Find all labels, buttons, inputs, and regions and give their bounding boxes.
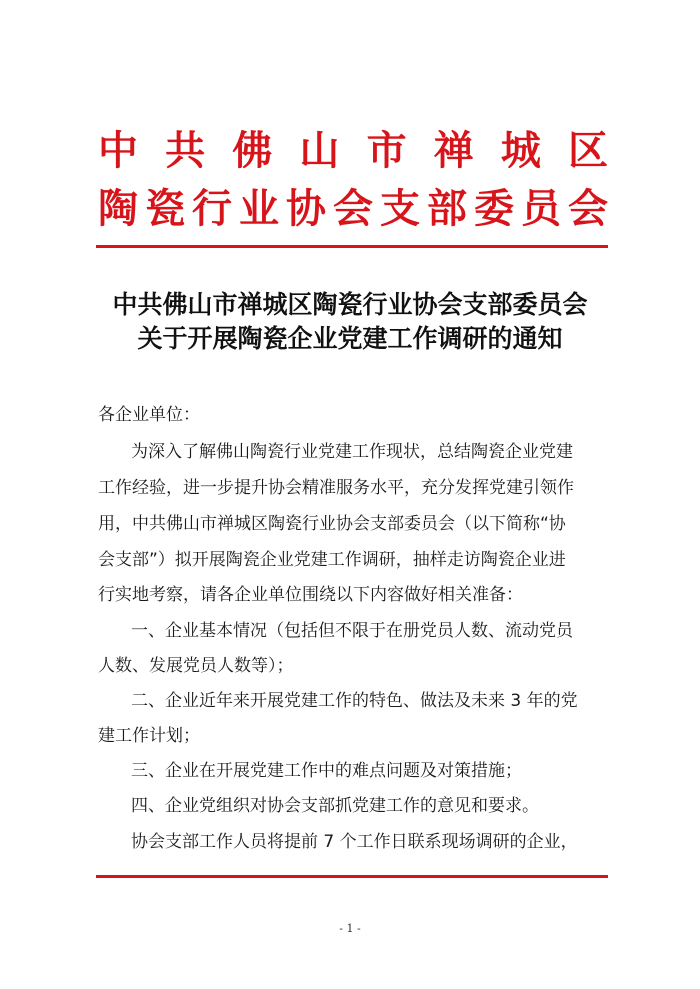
letterhead-char: 区 (567, 127, 608, 174)
list-item-2-line-1: 二、企业近年来开展党建工作的特色、做法及未来 3 年的党 (131, 691, 578, 711)
document-title-line-2: 关于开展陶瓷企业党建工作调研的通知 (137, 324, 563, 353)
document-title-line-1: 中共佛山市禅城区陶瓷行业协会支部委员会 (112, 290, 588, 319)
letterhead-char: 共 (165, 127, 206, 174)
body-line: 会支部”）拟开展陶瓷企业党建工作调研，抽样走访陶瓷企业进 (98, 550, 566, 570)
letterhead-line-2 (98, 186, 608, 232)
letterhead-char: 会 (568, 185, 608, 232)
body-line: 为深入了解佛山陶瓷行业党建工作现状，总结陶瓷企业党建 (131, 442, 573, 462)
letterhead-char: 市 (366, 127, 407, 174)
letterhead-char: 行 (192, 185, 232, 232)
letterhead-char: 佛 (232, 127, 273, 174)
letterhead-char: 禅 (433, 127, 474, 174)
letterhead-char: 员 (521, 185, 561, 232)
list-item-4: 四、企业党组织对协会支部抓党建工作的意见和要求。 (131, 796, 539, 816)
page-number: - 1 - (339, 922, 361, 935)
footer-red-rule (96, 875, 608, 878)
letterhead-char: 陶 (98, 185, 138, 232)
body-line: 协会支部工作人员将提前 7 个工作日联系现场调研的企业， (131, 832, 578, 852)
letterhead-char: 部 (427, 185, 467, 232)
letterhead-char: 协 (286, 185, 326, 232)
list-item-3: 三、企业在开展党建工作中的难点问题及对策措施； (131, 761, 522, 781)
letterhead-char: 会 (333, 185, 373, 232)
letterhead-char: 城 (500, 127, 541, 174)
body-line: 行实地考察，请各企业单位围绕以下内容做好相关准备： (98, 585, 523, 605)
salutation: 各企业单位： (98, 405, 200, 425)
letterhead-char: 山 (299, 127, 340, 174)
list-item-2-line-2: 建工作计划； (98, 726, 200, 746)
letterhead-char: 支 (380, 185, 420, 232)
letterhead-char: 委 (474, 185, 514, 232)
list-item-1-line-2: 人数、发展党员人数等）； (98, 656, 294, 676)
letterhead-char: 瓷 (145, 185, 185, 232)
letterhead-line-1 (98, 128, 608, 174)
letterhead-red-rule (96, 245, 608, 248)
list-item-1-line-1: 一、企业基本情况（包括但不限于在册党员人数、流动党员 (131, 621, 573, 641)
letterhead-char: 业 (239, 185, 279, 232)
body-line: 工作经验，进一步提升协会精准服务水平，充分发挥党建引领作 (98, 478, 574, 498)
letterhead-char: 中 (98, 127, 138, 174)
body-line: 用，中共佛山市禅城区陶瓷行业协会支部委员会（以下简称“协 (98, 514, 566, 534)
